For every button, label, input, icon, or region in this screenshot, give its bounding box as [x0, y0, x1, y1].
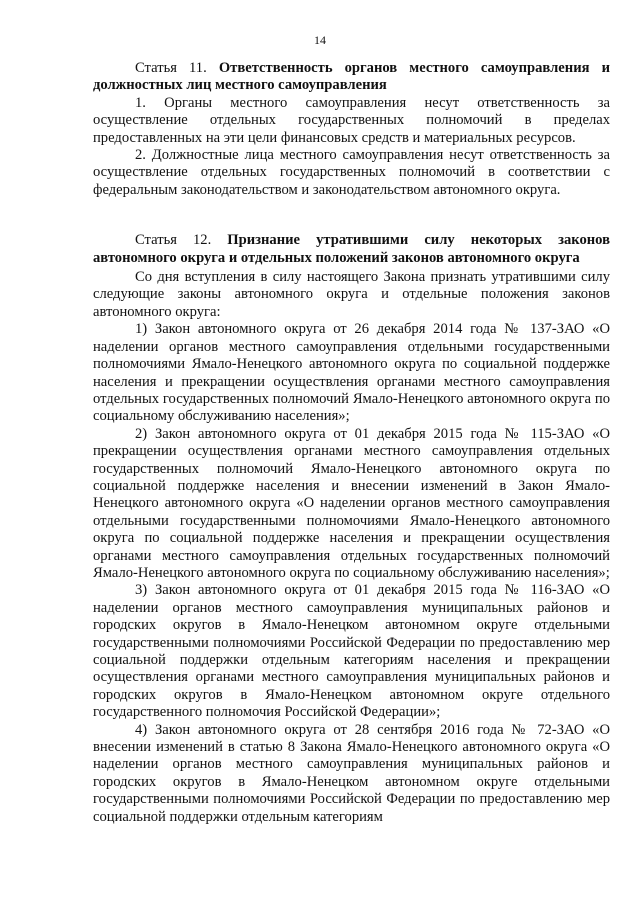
article-12-intro: Со дня вступления в силу настоящего Закона признать утратившими силу следующие законы автономного округа и отдельные положения законов автономного округа:	[93, 269, 610, 320]
article-12-item-2: 2) Закон автономного округа от 01 декабря 2015 года № 115-ЗАО «О прекращении осуществления органами местного самоуправления отдельных государственных полномочий Ямало-Ненецкого автономного округа по социальной поддержке населения и внесении изменений в Закон Ямало-Ненецкого автономного округа «О наделении органов местного самоуправления отдельными государственными полномочиями Ямало-Ненецкого автономного округа по социальной поддержке населения и прекращении осуществления органами местного самоуправления отдельных государственных полномочий Ямало-Ненецкого автономного округа по социальному обслуживанию населения»;	[93, 425, 610, 581]
article-12-title: Признание утратившими силу некоторых законов автономного округа и отдельных положений законов автономного округа	[93, 232, 610, 266]
article-12-prefix: Статья 12.	[135, 232, 212, 249]
article-11-title: Ответственность органов местного самоуправления и должностных лиц местного самоуправления	[93, 60, 610, 94]
article-11-heading	[93, 60, 610, 95]
document-body	[93, 60, 610, 826]
article-11-paragraph-2: 2. Должностные лица местного самоуправления несут ответственность за осуществление отдельных государственных полномочий в соответствии с федеральным законодательством и законодательством автономного округа.	[93, 147, 610, 198]
article-12-item-4: 4) Закон автономного округа от 28 сентября 2016 года № 72-ЗАО «О внесении изменений в статью 8 Закона Ямало-Ненецкого автономного округа «О наделении органов местного самоуправления муниципальных районов и городских округов в Ямало-Ненецком автономном округе отдельными государственными полномочиями Российской Федерации по предоставлению мер социальной поддержки отдельным категориям	[93, 721, 610, 825]
article-12-item-1: 1) Закон автономного округа от 26 декабря 2014 года № 137-ЗАО «О наделении органов местного самоуправления отдельными государственными полномочиями Ямало-Ненецкого автономного округа по социальной поддержке населения и прекращении осуществления органами местного самоуправления отдельных государственных полномочий Ямало-Ненецкого автономного округа по социальному обслуживанию населения»;	[93, 321, 610, 425]
article-11-prefix: Статья 11.	[135, 60, 207, 76]
article-11-paragraph-1: 1. Органы местного самоуправления несут ответственность за осуществление отдельных государственных полномочий в пределах предоставленных на эти цели финансовых средств и материальных ресурсов.	[93, 94, 610, 146]
page-number: 14	[314, 33, 326, 47]
section-spacer	[93, 199, 610, 232]
article-12-item-3: 3) Закон автономного округа от 01 декабря 2015 года № 116-ЗАО «О наделении органов местного самоуправления муниципальных районов и городских округов в Ямало-Ненецком автономном округе отдельными государственными полномочиями Российской Федерации по предоставлению мер социальной поддержки отдельным категориям населения и прекращении осуществления органами местного самоуправления муниципальных районов и городских округов в Ямало-Ненецком автономном округе отдельного государственного полномочия Российской Федерации»;	[93, 582, 610, 721]
article-12-heading	[93, 232, 610, 267]
